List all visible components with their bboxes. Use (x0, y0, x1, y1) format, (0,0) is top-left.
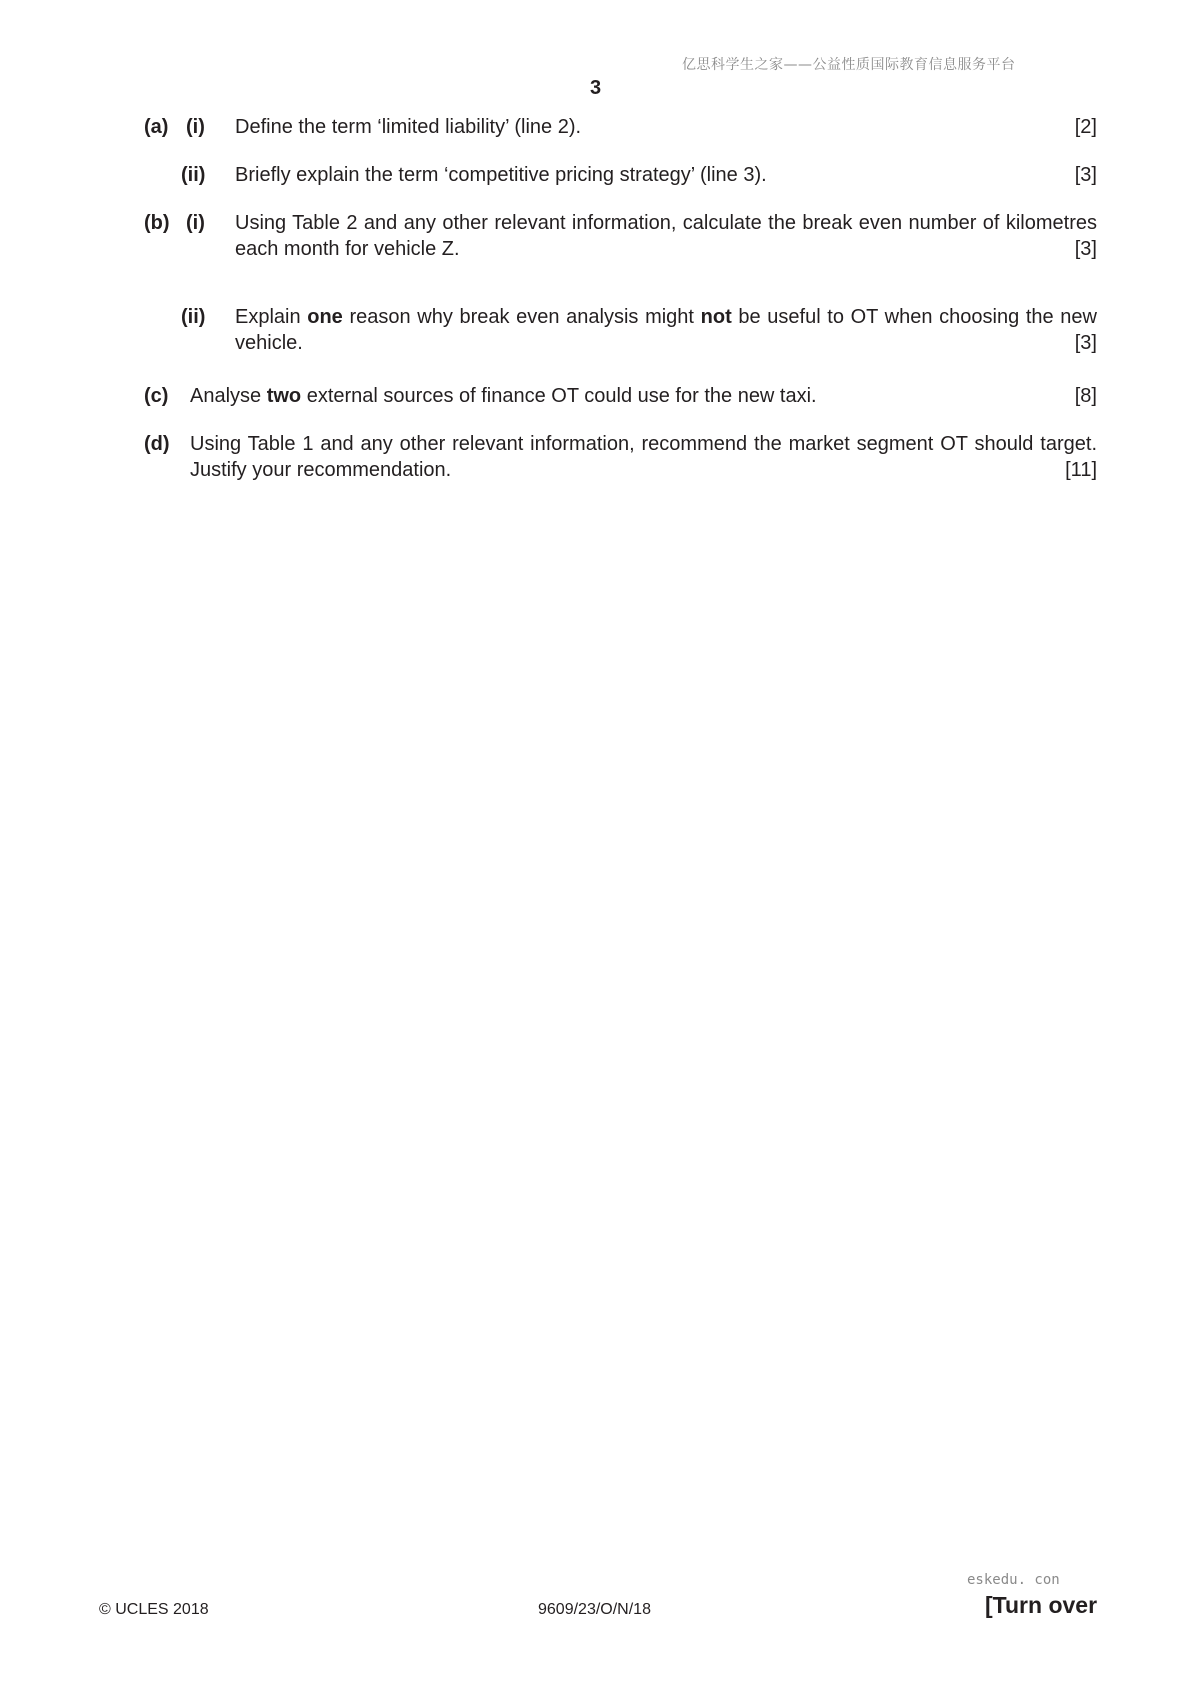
marks: [8] (1074, 385, 1097, 407)
question-text (235, 210, 1097, 262)
paper-code: 9609/23/O/N/18 (538, 1601, 651, 1618)
sub-part-label: (i) (186, 116, 205, 138)
question-text (190, 383, 1097, 409)
turn-over: [Turn over (985, 1592, 1098, 1618)
copyright: © UCLES 2018 (99, 1601, 209, 1618)
question-text (235, 162, 1097, 188)
question-body-end: be useful to OT when choosing the new vehicle. (235, 306, 1097, 354)
question-body-start: Explain (235, 306, 308, 328)
emphasis-not: not (700, 306, 732, 328)
marks: [2] (1074, 116, 1097, 138)
marks: [3] (1074, 332, 1097, 354)
part-label: (c) (144, 385, 169, 407)
question-text (190, 431, 1097, 483)
marks: [3] (1074, 164, 1097, 186)
question-body: Using Table 1 and any other relevant information, recommend the market segment OT should target. Justify your recommendation. (190, 433, 1097, 481)
question-body: Using Table 2 and any other relevant information, calculate the break even number of kilometres each month for vehicle Z. (235, 212, 1097, 260)
marks: [3] (1074, 238, 1097, 260)
sub-part-label: (ii) (181, 164, 206, 186)
header-watermark: 亿思科学生之家——公益性质国际教育信息服务平台 (682, 57, 1016, 73)
question-text (235, 114, 1097, 140)
emphasis-two: two (266, 385, 302, 407)
part-label: (b) (144, 212, 170, 234)
sub-part-label: (ii) (181, 306, 206, 328)
question-body-middle: reason why break even analysis might (342, 306, 701, 328)
sub-part-label: (i) (186, 212, 205, 234)
question-text (235, 304, 1097, 356)
question-body: Define the term ‘limited liability’ (line 2). (235, 116, 582, 138)
emphasis-one: one (307, 306, 343, 328)
marks: [11] (1065, 459, 1097, 481)
page-number: 3 (589, 77, 602, 99)
question-body-end: external sources of finance OT could use for the new taxi. (301, 385, 817, 407)
question-body-start: Analyse (190, 385, 267, 407)
question-body: Briefly explain the term ‘competitive pricing strategy’ (line 3). (235, 164, 767, 186)
footer-watermark: eskedu. con (967, 1572, 1060, 1588)
part-label: (a) (144, 116, 169, 138)
part-label: (d) (144, 433, 170, 455)
